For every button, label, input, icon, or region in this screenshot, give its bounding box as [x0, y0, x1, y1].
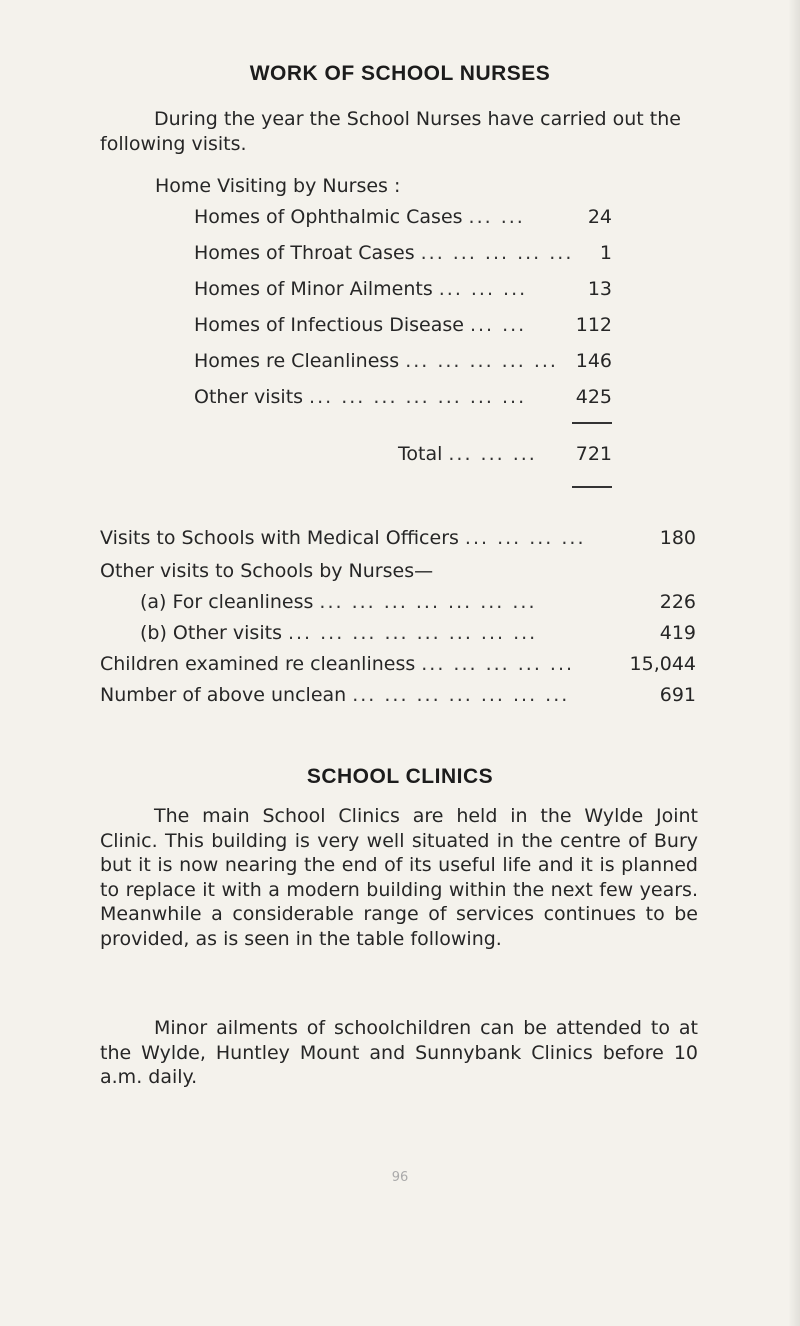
row-label: Visits to Schools with Medical Officers [100, 527, 459, 549]
home-visit-row [194, 276, 612, 302]
total-label: Total [398, 443, 443, 465]
leader-dots: ... ... ... [438, 278, 528, 300]
row-value: 24 [587, 206, 612, 228]
row-value: 419 [659, 622, 696, 644]
page-number: 96 [391, 1170, 409, 1185]
row-value: 112 [575, 314, 612, 336]
school-visit-row [140, 589, 696, 615]
row-label: (a) For cleanliness [140, 591, 314, 613]
school-visit-row [100, 651, 696, 677]
row-label: Homes re Cleanliness [194, 350, 400, 372]
home-visit-row [194, 204, 612, 230]
minor-ailments-paragraph: Minor ailments of schoolchildren can be attended to at the Wylde, Huntley Mount and Sunnybank Clinics before 10 a.m. daily. [100, 1017, 698, 1088]
school-visit-row [140, 620, 696, 646]
leader-dots: ... ... ... ... ... [420, 242, 574, 264]
home-visit-row [194, 348, 612, 374]
page-title: WORK OF SCHOOL NURSES [249, 62, 551, 85]
row-label: Homes of Minor Ailments [194, 278, 433, 300]
leader-dots: ... ... ... ... ... [421, 653, 575, 675]
school-visit-row [100, 682, 696, 708]
row-label: Other visits [194, 386, 304, 408]
leader-dots: ... ... ... ... ... ... ... ... [287, 622, 538, 644]
leader-dots: ... ... [468, 206, 525, 228]
total-rule [572, 486, 612, 488]
leader-dots: ... ... [469, 314, 527, 336]
home-visiting-heading: Home Visiting by Nurses : [155, 175, 401, 197]
intro-paragraph: During the year the School Nurses have carried out the following visits. [100, 108, 681, 155]
section-title: SCHOOL CLINICS [306, 765, 494, 788]
row-label: Children examined re cleanliness [100, 653, 416, 675]
leader-dots: ... ... ... ... [464, 527, 586, 549]
page-edge-shadow [788, 0, 800, 1326]
total-row [398, 441, 612, 467]
row-label: Homes of Throat Cases [194, 242, 415, 264]
leader-dots: ... ... ... ... ... [405, 350, 558, 372]
row-value: 425 [575, 386, 612, 408]
row-value: 691 [659, 684, 696, 706]
row-value: 146 [575, 350, 612, 372]
school-visit-row [100, 525, 696, 551]
home-visit-row [194, 312, 612, 338]
total-value: 721 [575, 443, 612, 465]
home-visit-row [194, 384, 612, 410]
row-value: 226 [659, 591, 696, 613]
row-value: 1 [599, 242, 612, 264]
home-visit-row [194, 240, 612, 266]
row-value: 15,044 [629, 653, 696, 675]
row-label: Other visits to Schools by Nurses— [100, 560, 434, 582]
leader-dots: ... ... ... [448, 443, 537, 465]
school-visit-row [100, 558, 696, 584]
clinics-paragraph: The main School Clinics are held in the Wylde Joint Clinic. This building is very well situated in the centre of Bury but it is now nearing the end of its useful life and it is planned to replace it with a modern building within the next few years. Meanwhile a considerable range of services continues to be provided, as is seen in the table following. [100, 805, 698, 950]
row-label: (b) Other visits [140, 622, 282, 644]
row-label: Homes of Infectious Disease [194, 314, 464, 336]
row-value: 180 [659, 527, 696, 549]
leader-dots: ... ... ... ... ... ... ... [352, 684, 570, 706]
leader-dots: ... ... ... ... ... ... ... [319, 591, 537, 613]
leader-dots: ... ... ... ... ... ... ... [309, 386, 527, 408]
subtotal-rule [572, 422, 612, 424]
row-label: Homes of Ophthalmic Cases [194, 206, 463, 228]
row-label: Number of above unclean [100, 684, 347, 706]
row-value: 13 [587, 278, 612, 300]
